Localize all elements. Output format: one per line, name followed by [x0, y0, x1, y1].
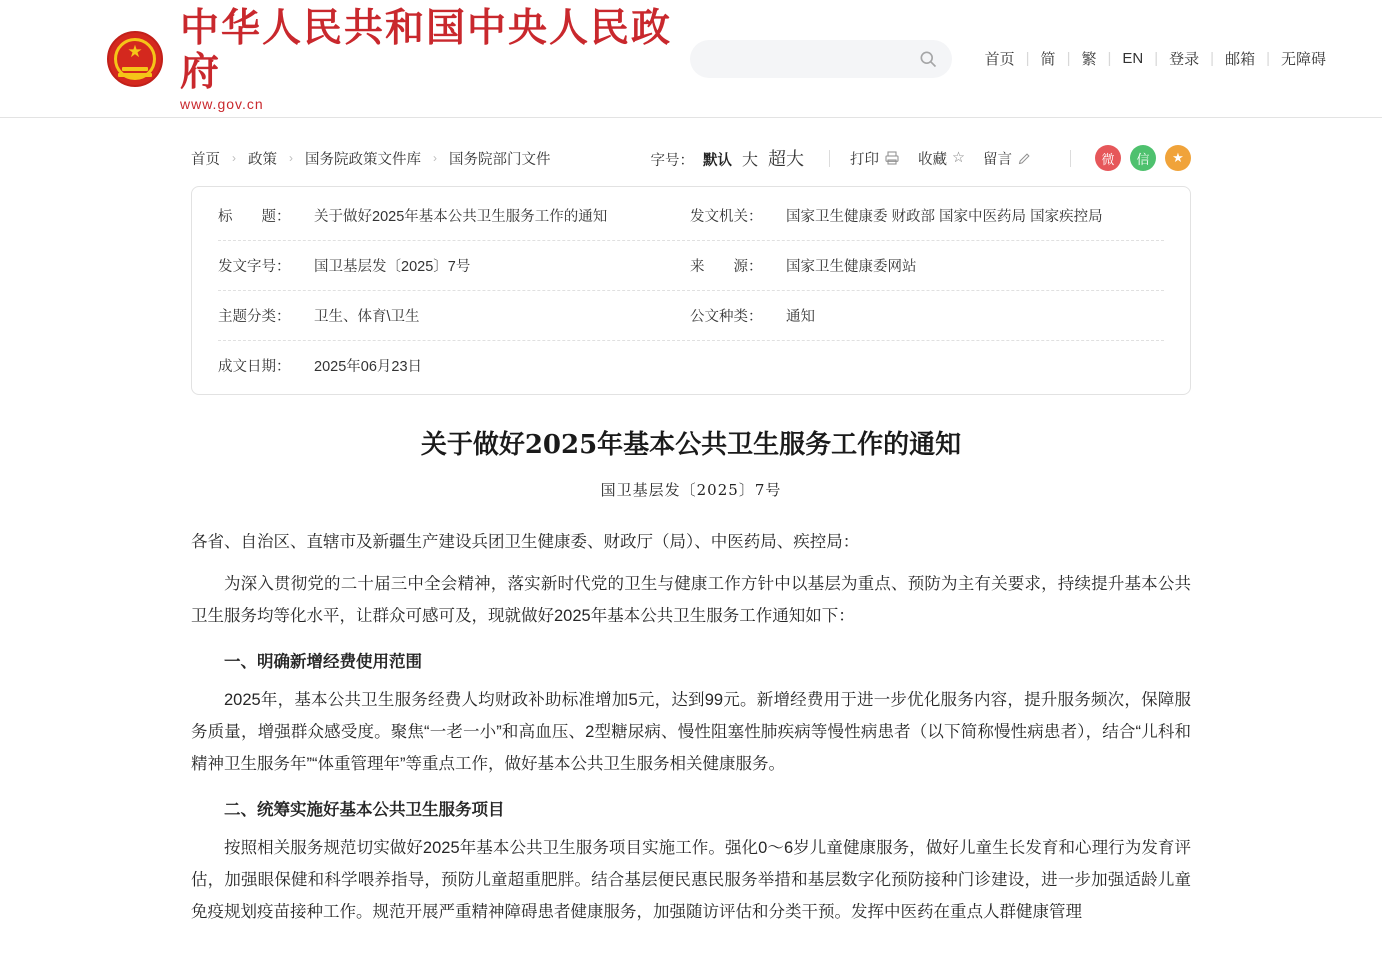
meta-cell-issuer	[648, 191, 1164, 240]
breadcrumb-item-policy[interactable]: 政策	[248, 151, 277, 168]
meta-label: 成文日期：	[218, 359, 291, 375]
meta-cell-source	[648, 241, 1164, 290]
meta-label: 标 题：	[218, 209, 291, 225]
font-size-extra-large[interactable]: 超大	[768, 149, 804, 169]
nav-item-traditional[interactable]: 繁	[1081, 51, 1097, 68]
page-title: 关于做好2025年基本公共卫生服务工作的通知	[420, 430, 962, 460]
article-paragraph: 按照相关服务规范切实做好2025年基本公共卫生服务项目实施工作。强化0～6岁儿童健康服务，做好儿童生长发育和心理行为发育评估，加强眼保健和科学喂养指导，预防儿童超重肥胖。结合基层便民惠民服务举措和基层数字化预防接种门诊建设，进一步加强适龄儿童免疫规划疫苗接种工作。规范开展严重精神障碍患者健康服务，加强随访评估和分类干预。发挥中医药在重点人群健康管理	[191, 839, 1191, 921]
meta-row	[218, 191, 1164, 241]
document-meta-card	[191, 186, 1191, 395]
nav-item-simplified[interactable]: 简	[1040, 51, 1056, 68]
meta-value: 关于做好2025年基本公共卫生服务工作的通知	[314, 209, 608, 225]
nav-separator: |	[1210, 50, 1215, 67]
meta-cell-docnumber	[218, 241, 648, 290]
search-input[interactable]	[704, 50, 918, 68]
print-label: 打印	[850, 151, 879, 168]
nav-item-mail[interactable]: 邮箱	[1225, 51, 1256, 68]
star-icon: ☆	[952, 150, 965, 166]
search-box[interactable]	[690, 40, 952, 78]
print-button[interactable]	[850, 148, 900, 169]
meta-value: 国卫基层发〔2025〕7号	[314, 259, 471, 275]
national-emblem-icon: ★	[104, 28, 166, 90]
meta-row	[218, 241, 1164, 291]
content-wrapper	[191, 118, 1191, 978]
meta-value: 国家卫生健康委网站	[786, 259, 917, 275]
nav-separator: |	[1154, 50, 1159, 67]
breadcrumb-item-home[interactable]: 首页	[191, 151, 220, 168]
breadcrumb-arrow-icon: ›	[433, 151, 437, 165]
search-icon[interactable]	[918, 49, 938, 69]
breadcrumb-arrow-icon: ›	[232, 151, 236, 165]
article-section-heading: 一、明确新增经费使用范围	[224, 653, 422, 671]
site-title: 中华人民共和国中央人民政府	[180, 4, 673, 95]
comment-label: 留言	[983, 151, 1012, 168]
article-paragraph: 各省、自治区、直辖市及新疆生产建设兵团卫生健康委、财政厅（局）、中医药局、疾控局：	[191, 533, 860, 551]
nav-separator: |	[1266, 50, 1270, 67]
meta-row	[218, 341, 1164, 390]
favorite-label: 收藏	[918, 151, 947, 168]
nav-item-english[interactable]: EN	[1122, 50, 1144, 67]
breadcrumb-tool-row	[191, 136, 1191, 180]
favorite-button[interactable]	[918, 148, 965, 169]
meta-cell-doctype	[648, 291, 1164, 340]
printer-icon	[884, 150, 900, 166]
nav-item-accessibility[interactable]: 无障碍	[1280, 51, 1326, 68]
breadcrumb-item-policy-library[interactable]: 国务院政策文件库	[305, 151, 421, 168]
site-brand[interactable]	[180, 6, 690, 112]
font-size-label: 字号：	[650, 153, 694, 169]
article	[191, 425, 1191, 978]
article-body	[191, 526, 1191, 928]
meta-value: 国家卫生健康委 财政部 国家中医药局 国家疾控局	[786, 209, 1103, 225]
meta-cell-title	[218, 191, 648, 240]
divider	[829, 150, 830, 167]
divider	[1070, 150, 1071, 167]
site-domain: www.gov.cn	[180, 95, 264, 112]
meta-cell-empty	[648, 341, 1164, 390]
pencil-icon	[1017, 151, 1032, 166]
nav-item-home[interactable]: 首页	[984, 51, 1015, 68]
header-right	[690, 40, 1382, 78]
article-paragraph: 2025年，基本公共卫生服务经费人均财政补助标准增加5元，达到99元。新增经费用于进一步优化服务内容，提升服务频次，保障服务质量，增强群众感受度。聚焦“一老一小”和高血压、2型糖尿病、慢性阻塞性肺疾病等慢性病患者（以下简称慢性病患者），结合“儿科和精神卫生服务年”“体重管理年”等重点工作，做好基本公共卫生服务相关健康服务。	[191, 691, 1191, 773]
wechat-icon[interactable]: 信	[1130, 145, 1156, 171]
meta-label: 发文机关：	[690, 209, 763, 225]
meta-row	[218, 291, 1164, 341]
article-tools	[650, 145, 1191, 171]
nav-separator: |	[1066, 50, 1071, 67]
meta-label: 主题分类：	[218, 309, 291, 325]
font-size-default[interactable]: 默认	[702, 153, 732, 169]
article-section-heading: 二、统筹实施好基本公共卫生服务项目	[224, 801, 505, 819]
meta-label: 公文种类：	[690, 309, 763, 325]
article-paragraph: 为深入贯彻党的二十届三中全会精神，落实新时代党的卫生与健康工作方针中以基层为重点、预防为主有关要求，持续提升基本公共卫生服务均等化水平，让群众可感可及，现就做好2025年基本公共卫生服务工作通知如下：	[191, 575, 1191, 625]
meta-value: 通知	[786, 309, 815, 325]
nav-separator: |	[1107, 50, 1112, 67]
header-nav	[974, 48, 1337, 69]
meta-label: 来 源：	[690, 259, 763, 275]
meta-label: 发文字号：	[218, 259, 291, 275]
social-share	[1095, 145, 1191, 171]
document-number: 国卫基层发〔2025〕7号	[600, 481, 782, 499]
meta-cell-date	[218, 341, 648, 390]
comment-button[interactable]	[983, 148, 1032, 169]
nav-separator: |	[1025, 50, 1030, 67]
site-header	[0, 0, 1382, 118]
favorite-circle-icon[interactable]: ★	[1165, 145, 1191, 171]
weibo-icon[interactable]: 微	[1095, 145, 1121, 171]
nav-item-login[interactable]: 登录	[1169, 51, 1200, 68]
breadcrumb-item-department-docs[interactable]: 国务院部门文件	[449, 151, 551, 168]
meta-value: 2025年06月23日	[314, 359, 423, 375]
meta-cell-category	[218, 291, 648, 340]
breadcrumb-arrow-icon: ›	[289, 151, 293, 165]
meta-value: 卫生、体育\卫生	[314, 309, 420, 325]
font-size-large[interactable]: 大	[741, 152, 758, 169]
breadcrumb	[191, 148, 551, 169]
font-size-control	[650, 145, 809, 171]
